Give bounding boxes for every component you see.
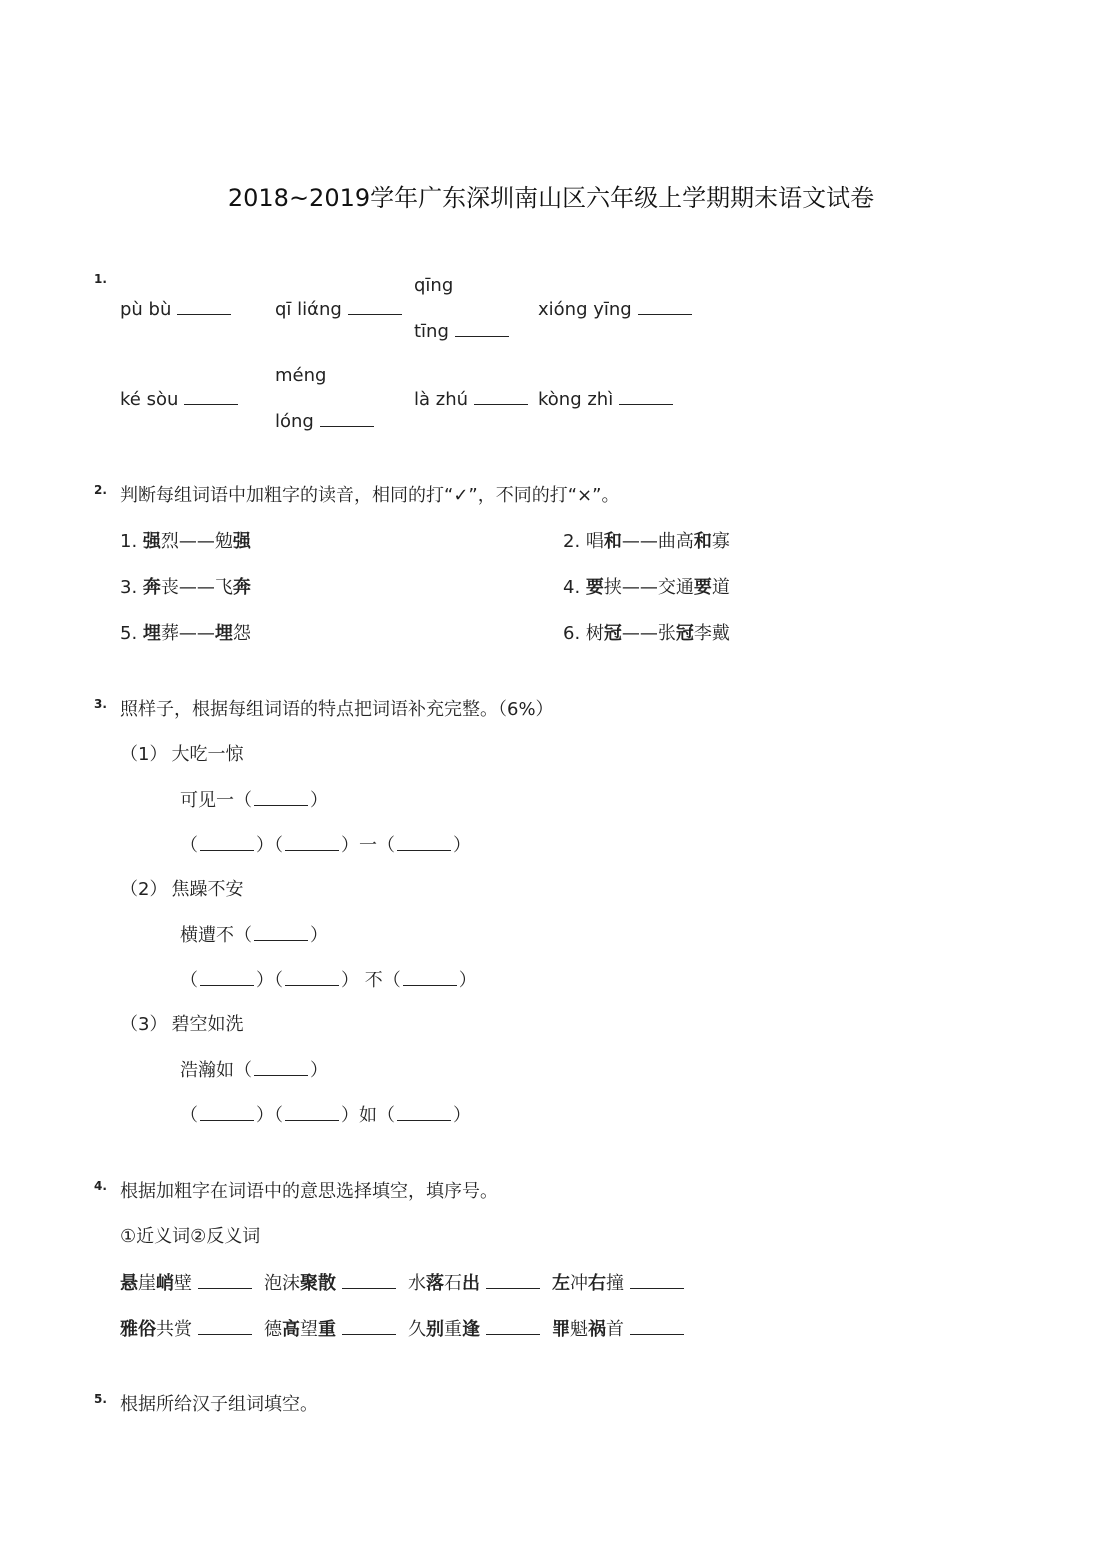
- fill-line: 横遭不（ ）: [180, 925, 328, 946]
- idiom-item: 泡沫聚散: [264, 1271, 396, 1296]
- answer-blank[interactable]: [630, 1317, 684, 1335]
- idiom-item: 雅俗共赏: [120, 1317, 252, 1342]
- answer-blank[interactable]: [486, 1317, 540, 1335]
- group-label: （2） 焦躁不安: [120, 879, 244, 900]
- question-1-number: 1.: [94, 272, 107, 286]
- answer-blank[interactable]: [619, 387, 673, 405]
- question-4-number: 4.: [94, 1179, 107, 1193]
- answer-blank[interactable]: [198, 1317, 252, 1335]
- answer-blank[interactable]: [486, 1271, 540, 1289]
- question-5-number: 5.: [94, 1392, 107, 1406]
- question-5-prompt: 根据所给汉子组词填空。: [120, 1394, 318, 1415]
- reading-pair-item: 3. 奔丧——飞奔: [120, 577, 251, 598]
- question-3-prompt: 照样子，根据每组词语的特点把词语补充完整。（6%）: [120, 699, 554, 720]
- pinyin-item: xióng yīng: [538, 297, 692, 322]
- answer-blank[interactable]: [184, 387, 238, 405]
- idiom-item: 悬崖峭壁: [120, 1271, 252, 1296]
- reading-pair-item: 2. 唱和——曲高和寡: [563, 531, 730, 552]
- answer-blank[interactable]: [285, 1103, 339, 1121]
- answer-blank[interactable]: [200, 1103, 254, 1121]
- answer-blank[interactable]: [200, 833, 254, 851]
- fill-line: （ ）（ ）一（ ）: [180, 835, 471, 856]
- answer-blank[interactable]: [638, 297, 692, 315]
- answer-blank[interactable]: [397, 833, 451, 851]
- pinyin-item: lóng: [275, 409, 374, 434]
- idiom-item: 水落石出: [408, 1271, 540, 1296]
- idiom-item: 罪魁祸首: [552, 1317, 684, 1342]
- pinyin-item: méng: [275, 365, 327, 386]
- reading-pair-item: 1. 强烈——勉强: [120, 531, 251, 552]
- pinyin-item: ké sòu: [120, 387, 238, 412]
- question-3-number: 3.: [94, 697, 107, 711]
- group-label: （1） 大吃一惊: [120, 744, 244, 765]
- answer-blank[interactable]: [403, 968, 457, 986]
- reading-pair-item: 6. 树冠——张冠李戴: [563, 623, 730, 644]
- question-4-options: ①近义词②反义词: [120, 1226, 261, 1247]
- fill-line: （ ）（ ）如（ ）: [180, 1105, 471, 1126]
- fill-line: （ ）（ ） 不（ ）: [180, 970, 477, 991]
- pinyin-item: tīng: [414, 319, 509, 344]
- answer-blank[interactable]: [342, 1271, 396, 1289]
- fill-line: 浩瀚如（ ）: [180, 1060, 328, 1081]
- reading-pair-item: 5. 埋葬——埋怨: [120, 623, 251, 644]
- answer-blank[interactable]: [198, 1271, 252, 1289]
- answer-blank[interactable]: [342, 1317, 396, 1335]
- pinyin-item: qī liάng: [275, 297, 402, 322]
- answer-blank[interactable]: [254, 923, 308, 941]
- fill-line: 可见一（ ）: [180, 790, 328, 811]
- answer-blank[interactable]: [397, 1103, 451, 1121]
- answer-blank[interactable]: [200, 968, 254, 986]
- pinyin-item: qīng: [414, 275, 454, 296]
- pinyin-item: kòng zhì: [538, 387, 673, 412]
- question-4-prompt: 根据加粗字在词语中的意思选择填空，填序号。: [120, 1181, 498, 1202]
- pinyin-item: là zhú: [414, 387, 528, 412]
- idiom-item: 久别重逢: [408, 1317, 540, 1342]
- reading-pair-item: 4. 要挟——交通要道: [563, 577, 730, 598]
- answer-blank[interactable]: [254, 788, 308, 806]
- answer-blank[interactable]: [254, 1058, 308, 1076]
- pinyin-item: pù bù: [120, 297, 231, 322]
- answer-blank[interactable]: [320, 409, 374, 427]
- answer-blank[interactable]: [285, 968, 339, 986]
- question-2-number: 2.: [94, 483, 107, 497]
- answer-blank[interactable]: [630, 1271, 684, 1289]
- answer-blank[interactable]: [177, 297, 231, 315]
- idiom-item: 德高望重: [264, 1317, 396, 1342]
- answer-blank[interactable]: [348, 297, 402, 315]
- idiom-item: 左冲右撞: [552, 1271, 684, 1296]
- answer-blank[interactable]: [285, 833, 339, 851]
- question-2-prompt: 判断每组词语中加粗字的读音，相同的打“✓”，不同的打“×”。: [120, 485, 620, 506]
- answer-blank[interactable]: [455, 319, 509, 337]
- answer-blank[interactable]: [474, 387, 528, 405]
- page-title: 2018~2019学年广东深圳南山区六年级上学期期末语文试卷: [227, 184, 875, 212]
- group-label: （3） 碧空如洗: [120, 1014, 244, 1035]
